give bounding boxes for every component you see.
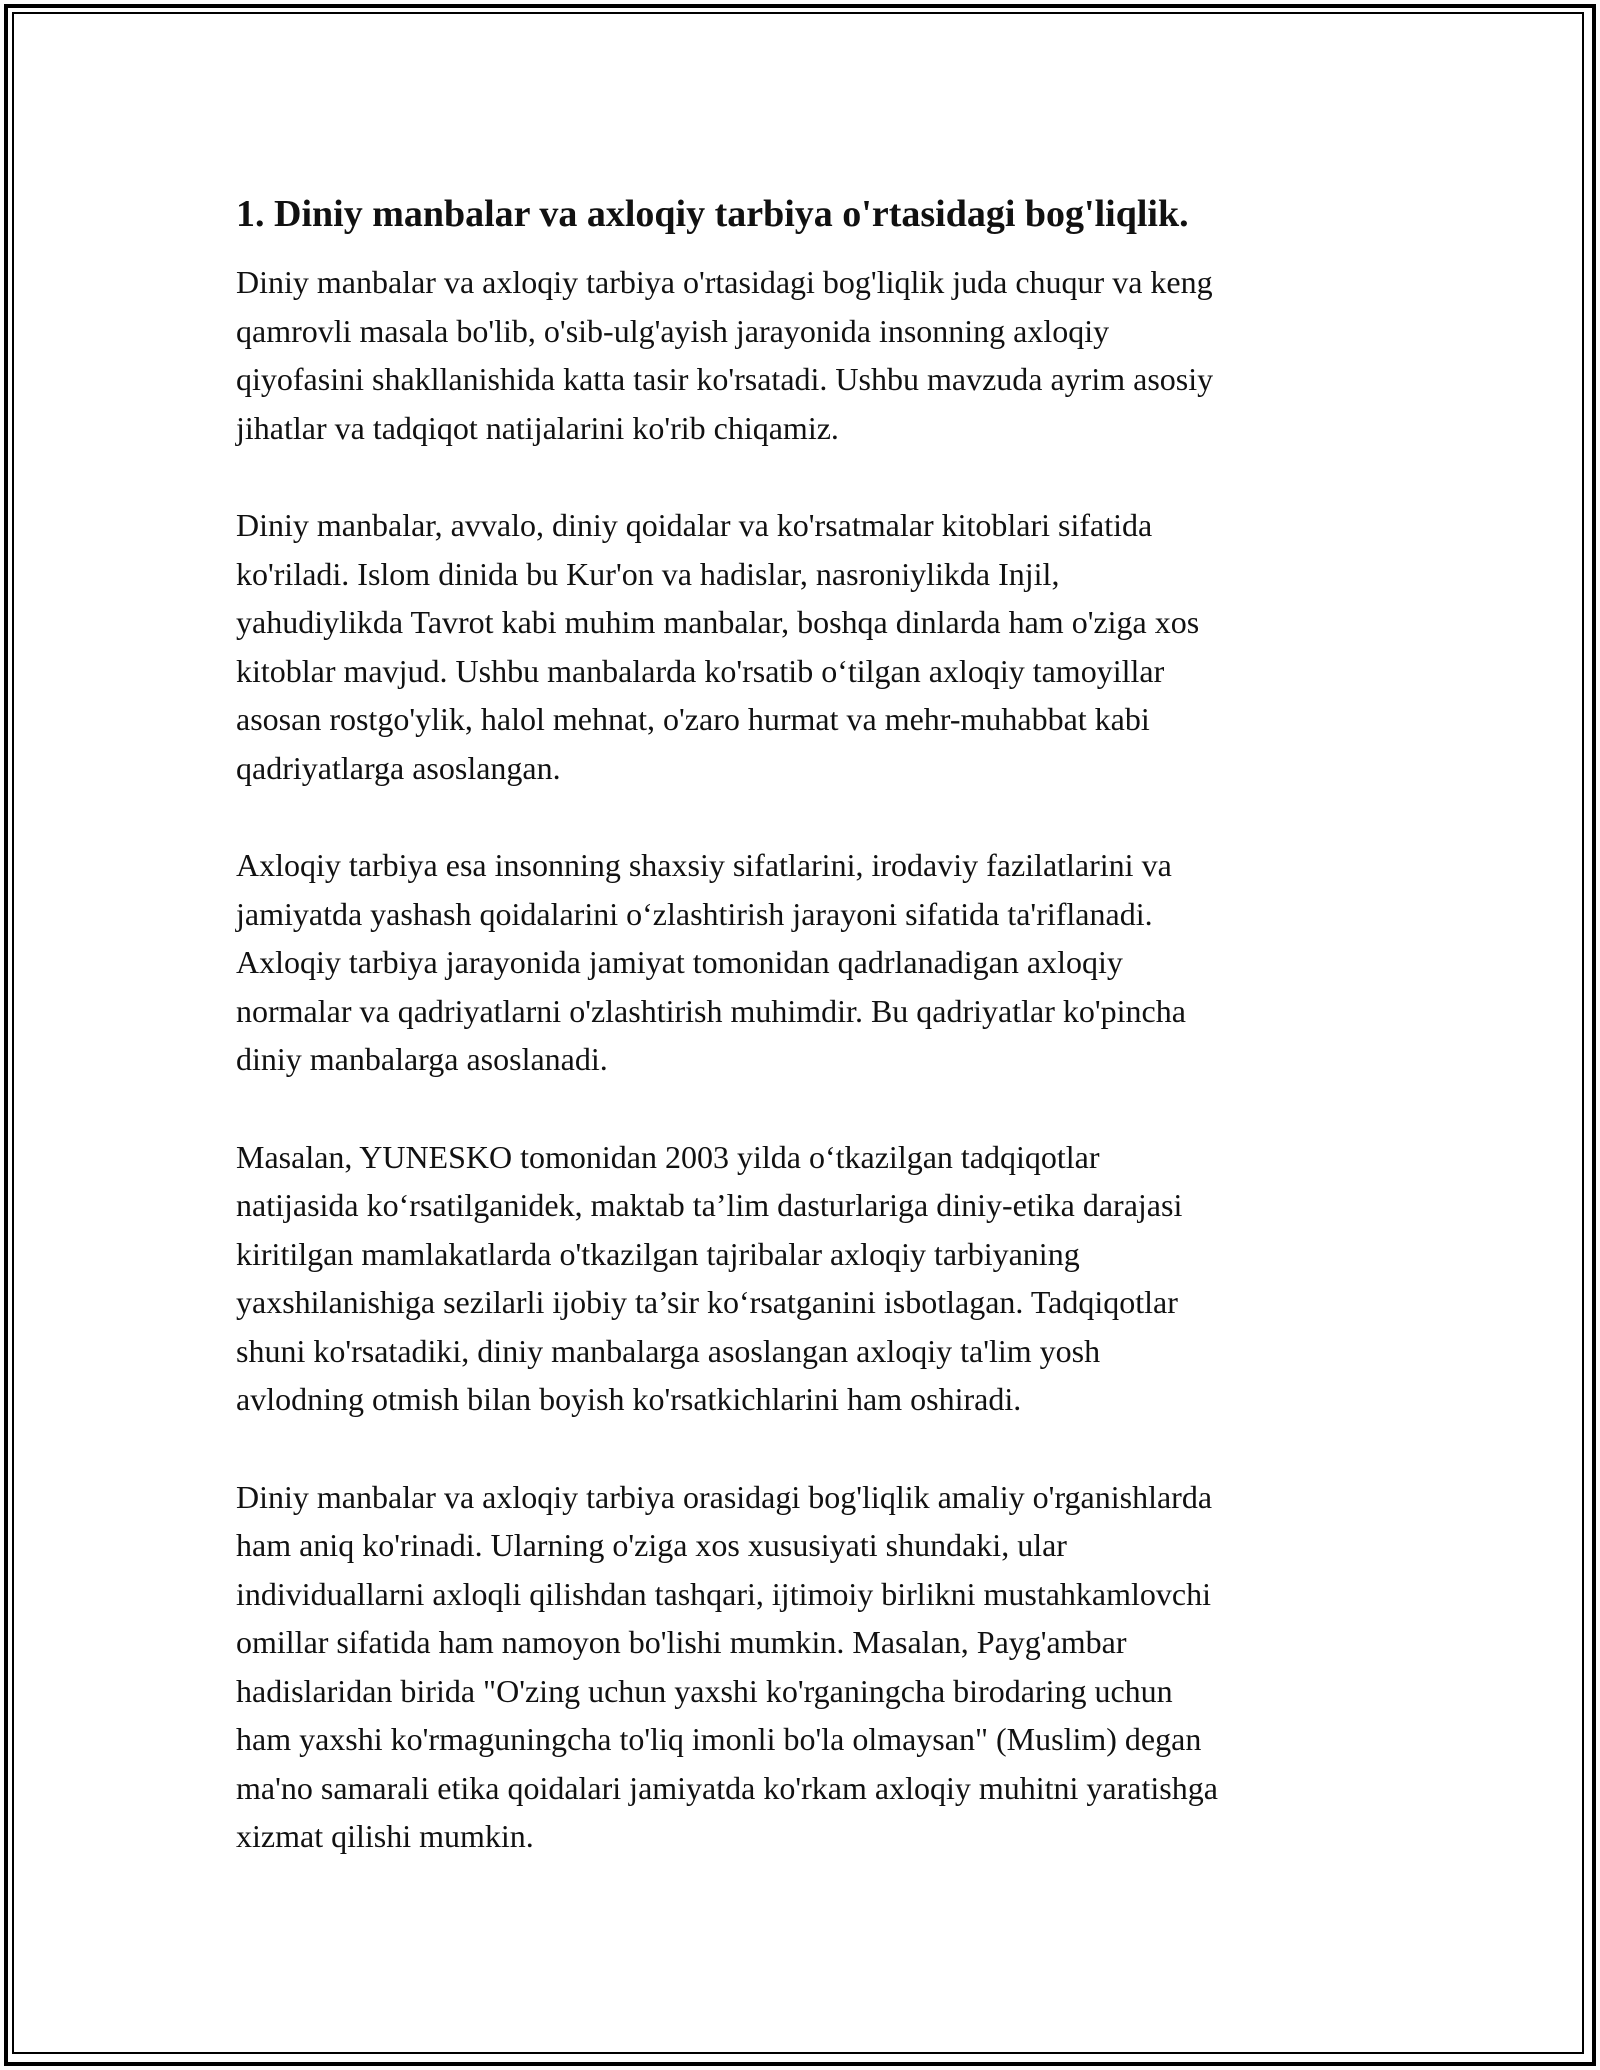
text-line: kiritilgan mamlakatlarda o'tkazilgan tajribalar axloqiy tarbiyaning — [236, 1235, 1080, 1272]
text-line: natijasida ko‘rsatilganidek, maktab ta’lim dasturlariga diniy-etika darajasi — [236, 1187, 1183, 1223]
text-line: Masalan, YUNESKO tomonidan 2003 yilda o‘tkazilgan tadqiqotlar — [236, 1138, 1100, 1175]
paragraph — [236, 841, 1376, 1084]
section-heading: 1. Diniy manbalar va axloqiy tarbiya o'rtasidagi bog'liqlik. — [236, 193, 1189, 235]
text-line: ma'no samarali etika qoidalari jamiyatda ko'rkam axloqiy muhitni yaratishga — [236, 1769, 1218, 1806]
text-line: qadriyatlarga asoslangan. — [236, 749, 561, 786]
text-line: yahudiylikda Tavrot kabi muhim manbalar, boshqa dinlarda ham o'ziga xos — [236, 604, 1200, 640]
text-line: kitoblar mavjud. Ushbu manbalarda ko'rsatib o‘tilgan axloqiy tamoyillar — [236, 652, 1165, 689]
text-line: hadislaridan birida "O'zing uchun yaxshi ko'rganingcha birodaring uchun — [236, 1672, 1173, 1709]
paragraph-list — [236, 258, 1376, 1861]
text-line: diniy manbalarga asoslanadi. — [236, 1041, 608, 1077]
text-line: yaxshilanishiga sezilarli ijobiy ta’sir ko‘rsatganini isbotlagan. Tadqiqotlar — [236, 1284, 1178, 1320]
text-line: avlodning otmish bilan boyish ko'rsatkichlarini ham oshiradi. — [236, 1381, 1022, 1417]
text-line: normalar va qadriyatlarni o'zlashtirish muhimdir. Bu qadriyatlar ko'pincha — [236, 992, 1186, 1029]
text-line: omillar sifatida ham namoyon bo'lishi mumkin. Masalan, Payg'ambar — [236, 1624, 1127, 1660]
text-line: shuni ko'rsatadiki, diniy manbalarga asoslangan axloqiy ta'lim yosh — [236, 1332, 1101, 1369]
text-line: jamiyatda yashash qoidalarini o‘zlashtirish jarayoni sifatida ta'riflanadi. — [236, 895, 1153, 932]
text-line: Axloqiy tarbiya jarayonida jamiyat tomonidan qadrlanadigan axloqiy — [236, 944, 1123, 980]
text-line: ham aniq ko'rinadi. Ularning o'ziga xos xususiyati shundaki, ular — [236, 1527, 1067, 1563]
text-line: qiyofasini shakllanishida katta tasir ko'rsatadi. Ushbu mavzuda ayrim asosiy — [236, 361, 1214, 397]
paragraph — [236, 1133, 1376, 1424]
text-line: asosan rostgo'ylik, halol mehnat, o'zaro hurmat va mehr-muhabbat kabi — [236, 701, 1150, 737]
paragraph — [236, 501, 1376, 792]
text-line: ko'riladi. Islom dinida bu Kur'on va hadislar, nasroniylikda Injil, — [236, 555, 1060, 592]
text-line: Diniy manbalar va axloqiy tarbiya o'rtasidagi bog'liqlik juda chuqur va keng — [236, 264, 1213, 300]
text-line: qamrovli masala bo'lib, o'sib-ulg'ayish jarayonida insonning axloqiy — [236, 312, 1110, 349]
text-line: xizmat qilishi mumkin. — [236, 1818, 534, 1854]
text-line: individuallarni axloqli qilishdan tashqari, ijtimoiy birlikni mustahkamlovchi — [236, 1575, 1211, 1612]
paragraph — [236, 1473, 1376, 1861]
text-line: Diniy manbalar va axloqiy tarbiya orasidagi bog'liqlik amaliy o'rganishlarda — [236, 1478, 1213, 1515]
text-line: jihatlar va tadqiqot natijalarini ko'rib chiqamiz. — [236, 409, 839, 446]
text-line: Axloqiy tarbiya esa insonning shaxsiy sifatlarini, irodaviy fazilatlarini va — [236, 847, 1172, 883]
text-line: Diniy manbalar, avvalo, diniy qoidalar va ko'rsatmalar kitoblari sifatida — [236, 507, 1153, 543]
text-line: ham yaxshi ko'rmaguningcha to'liq imonli bo'la olmaysan" (Muslim) degan — [236, 1721, 1202, 1757]
paragraph — [236, 258, 1376, 452]
document-body — [236, 190, 1376, 1910]
